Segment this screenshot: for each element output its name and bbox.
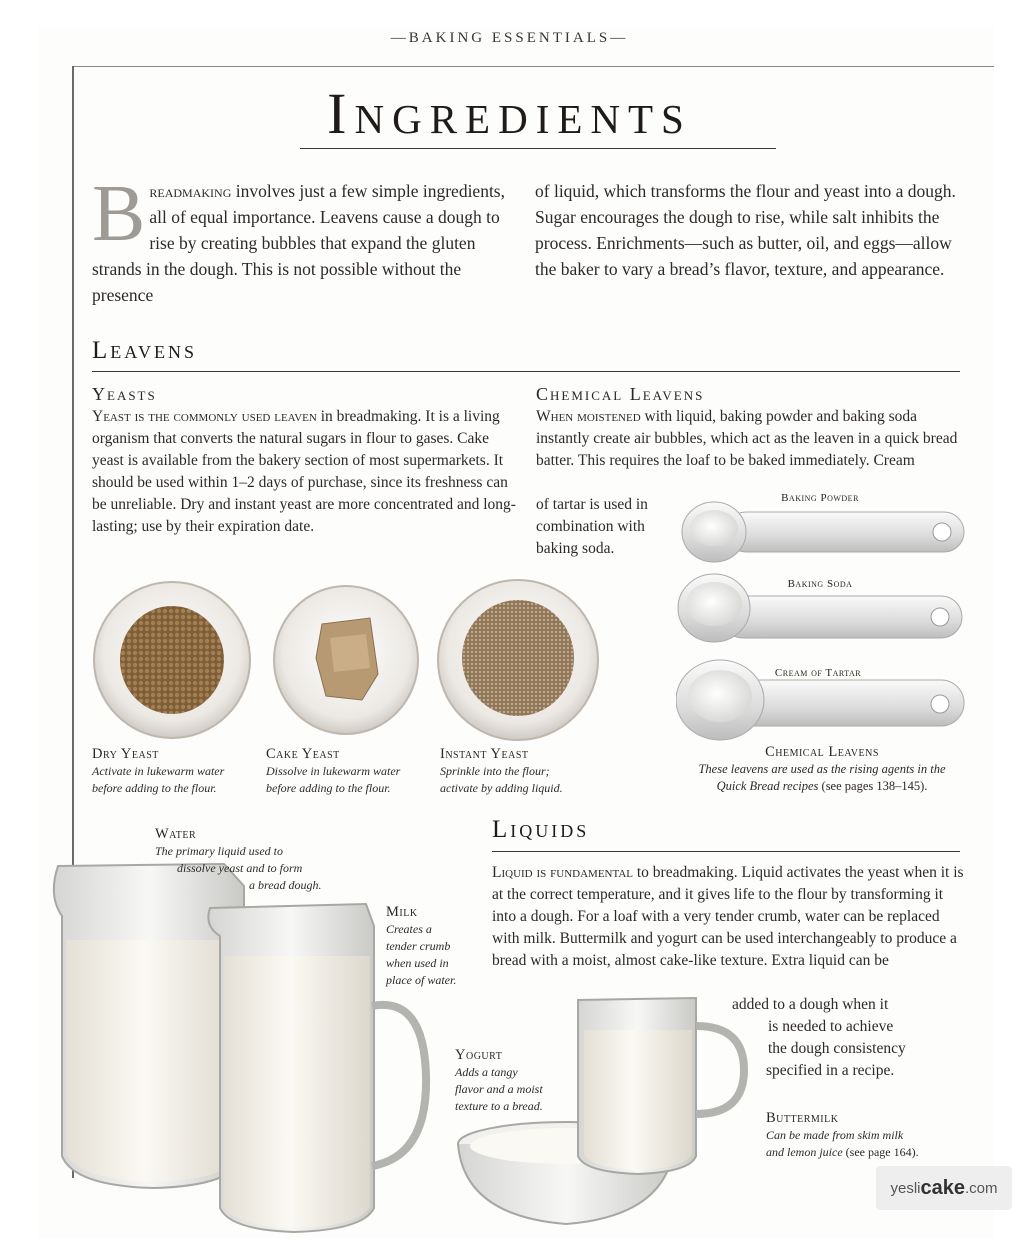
buttermilk-jug (578, 998, 744, 1174)
chemical-body: with liquid, baking powder and baking soda instantly create air bubbles, which act as the leaven in a quick bread batter. This requires the loaf to be baked immediately. Cream (536, 408, 958, 469)
caption-line: a bread dough. (249, 878, 322, 892)
liquids-body: to breadmaking. Liquid activates the yeast when it is at the correct temperature, and it gives life to the flour by transforming it into a dough. For a loaf with a very tender crumb, water can be replaced with milk. Buttermilk and yogurt can be used interchangeably to produce a bread with a moist, almost cake-like texture. Extra liquid can be (492, 864, 964, 969)
caption-plain: (see page 164). (842, 1145, 919, 1159)
caption-line: flavor and a moist (455, 1082, 543, 1096)
chemical-leavens-text-narrow: of tartar is used in combination with baking soda. (536, 496, 648, 557)
baking-powder-label: Baking Powder (781, 492, 859, 504)
caption-line: place of water. (386, 973, 457, 987)
caption-line: Creates a (386, 922, 432, 936)
caption-title: Buttermilk (766, 1110, 839, 1126)
leavens-heading: Leavens (92, 337, 197, 364)
caption-line: tender crumb (386, 939, 451, 953)
yogurt-caption (455, 1047, 585, 1115)
cream-of-tartar-label: Cream of Tartar (774, 667, 862, 679)
instant-yeast-caption (440, 746, 590, 797)
baking-soda-spoon (678, 574, 962, 642)
caption-line: texture to a bread. (455, 1099, 543, 1113)
frame-top-rule (72, 66, 994, 67)
drop-cap: B (92, 170, 146, 258)
yeasts-lead: Yeast is the commonly used leaven (92, 408, 317, 425)
caption-italic: These leavens are used as the rising agents in the Quick Bread recipes (698, 762, 946, 793)
cake-yeast-caption (266, 746, 431, 797)
caption-title: Water (155, 826, 197, 842)
intro-col1-text: involves just a few simple ingredients, all of equal importance. Leavens cause a dough to rise by creating bubbles that expand the gluten strands in the dough. This is not possible without the presence (92, 181, 505, 305)
chemical-leavens-caption (686, 744, 958, 795)
chemical-leavens-text (536, 406, 966, 472)
caption-title: Chemical Leavens (765, 744, 879, 760)
instant-yeast-dish (438, 580, 598, 740)
watermark-logo (876, 1166, 1012, 1210)
yeasts-heading: Yeasts (92, 384, 157, 404)
caption-text (686, 761, 958, 795)
caption-line (766, 1144, 966, 1161)
intro-lead: readmaking (149, 181, 232, 201)
caption-title: Cake Yeast (266, 746, 340, 762)
caption-text: Activate in lukewarm water before adding to the flour. (92, 764, 225, 795)
yeast-dishes (90, 578, 630, 748)
caption-text: Dissolve in lukewarm water before adding to the flour. (266, 764, 401, 795)
cake-yeast-dish (274, 586, 418, 734)
liquids-lead: Liquid is fundamental (492, 864, 633, 881)
caption-line: dissolve yeast and to form (177, 861, 303, 875)
milk-caption (386, 904, 486, 989)
watermark-brand: cake (920, 1176, 965, 1199)
caption-line: Can be made from skim milk (766, 1128, 904, 1142)
liquids-heading: Liquids (492, 816, 590, 843)
caption-text: Sprinkle into the flour; activate by adding liquid. (440, 764, 563, 795)
caption-line: when used in (386, 956, 449, 970)
baking-powder-spoon (682, 502, 964, 562)
caption-italic: and lemon juice (766, 1145, 843, 1159)
leavens-rule (92, 371, 960, 372)
caption-title: Dry Yeast (92, 746, 159, 762)
dry-yeast-caption (92, 746, 257, 797)
yeasts-body: in breadmaking. It is a living organism that converts the natural sugars in flour to gases. Cake yeast is available from the bakery section of most supermarkets. It should be used within 1–2 days of purchase, since its freshness can be unreliable. Dry and instant yeast are more concentrated and long-lasting; use by their expiration date. (92, 408, 516, 535)
caption-title: Instant Yeast (440, 746, 529, 762)
liquids-rule (492, 851, 960, 852)
liquids-text-line-1: added to a dough when it (732, 996, 889, 1013)
intro-column-2: of liquid, which transforms the flour and yeast into a dough. Sugar encourages the dough to rise, while salt inhibits the process. Enrichments—such as butter, oil, and eggs—allow the baker to vary a bread’s flavor, texture, and appearance. (535, 181, 956, 279)
caption-line: Adds a tangy (455, 1065, 518, 1079)
liquids-text-line-2: is needed to achieve (768, 1018, 894, 1035)
caption-plain: (see pages 138–145). (818, 779, 928, 793)
watermark-suffix: .com (965, 1179, 998, 1197)
caption-title: Milk (386, 904, 418, 920)
liquids-text-line-3: the dough consistency (768, 1040, 906, 1057)
buttermilk-caption (766, 1110, 966, 1161)
caption-title: Yogurt (455, 1047, 503, 1063)
caption-line: The primary liquid used to (155, 844, 283, 858)
measuring-spoons (676, 500, 966, 745)
baking-soda-label: Baking Soda (787, 578, 853, 590)
running-head: —BAKING ESSENTIALS— (390, 30, 629, 46)
water-caption (155, 826, 355, 894)
dry-yeast-dish (94, 582, 250, 738)
chemical-lead: When moistened (536, 408, 641, 425)
liquids-text-line-4: specified in a recipe. (766, 1062, 895, 1079)
cream-of-tartar-spoon (676, 660, 964, 740)
chemical-leavens-heading: Chemical Leavens (536, 384, 705, 404)
page-title: Ingredients (327, 81, 692, 146)
title-rule (300, 148, 776, 149)
yeasts-text (92, 406, 518, 538)
watermark-prefix: yesli (890, 1179, 921, 1197)
intro-column-1 (92, 170, 510, 308)
